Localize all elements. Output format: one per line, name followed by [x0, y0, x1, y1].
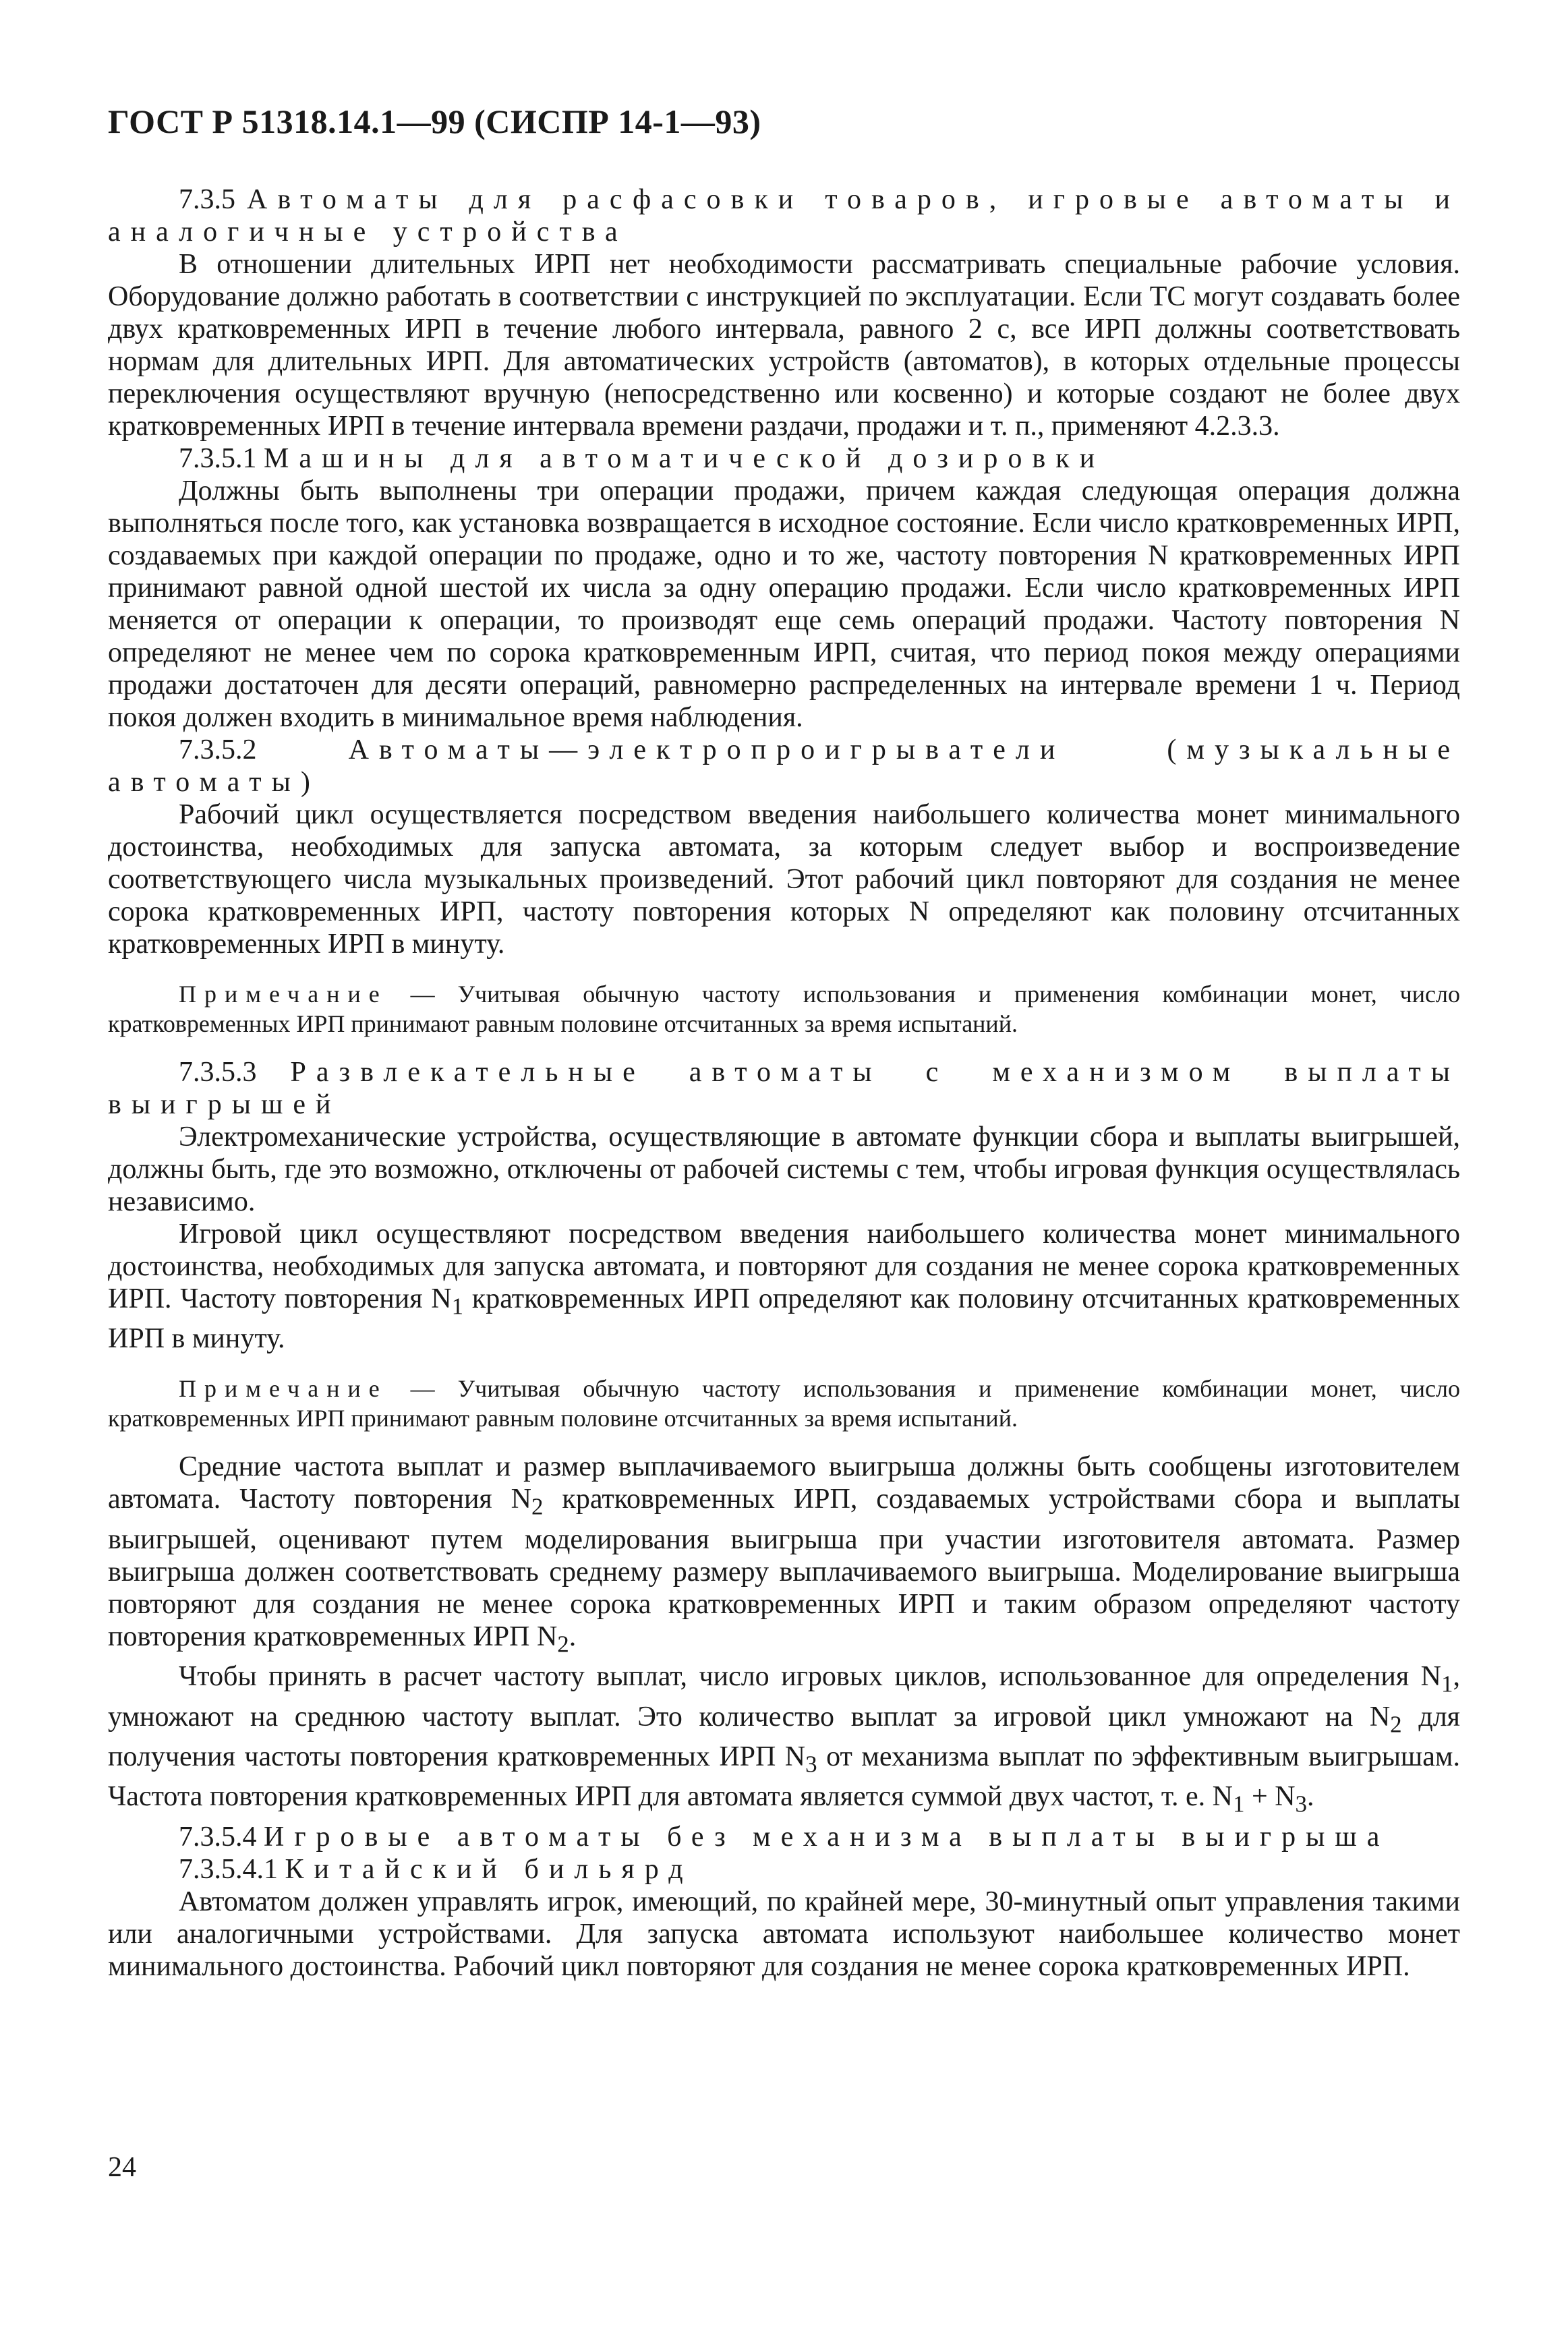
- note: [108, 1374, 1460, 1433]
- subscript: 3: [805, 1751, 817, 1778]
- text-run: Средние частота выплат и размер выплачиваемого выигрыша должны быть сообщены изготовителем автомата. Частоту повторения N: [108, 1451, 1460, 1515]
- paragraph: [108, 1660, 1460, 1821]
- text-run: от механизма выплат по эффективным выигрышам. Частота повторения кратковременных ИРП для автомата является суммой двух частот, т. е. N: [108, 1741, 1460, 1813]
- text-run: + N: [1244, 1781, 1296, 1813]
- section-number: 7.3.5.4: [179, 1821, 257, 1853]
- section-heading-7-3-5: [108, 183, 1460, 248]
- text-run: кратковременных ИРП определяют как половину отсчитанных кратковременных ИРП в минуту.: [108, 1283, 1460, 1355]
- section-title: Автоматы для расфасовки товаров, игровые автоматы и аналогичные устройства: [108, 184, 1460, 247]
- section-heading-7-3-5-4: [108, 1821, 1460, 1853]
- paragraph: [108, 1451, 1460, 1660]
- section-title: Китайский бильярд: [285, 1853, 693, 1885]
- section-title: Развлекательные автоматы с механизмом выплаты выигрышей: [108, 1057, 1461, 1120]
- section-number: 7.3.5.4.1: [179, 1853, 278, 1885]
- section-number: 7.3.5.2: [179, 734, 257, 765]
- section-heading-7-3-5-3: [108, 1056, 1460, 1121]
- section-heading-7-3-5-2: [108, 734, 1460, 798]
- text-run: , умножают на среднюю частоту выплат. Это количество выплат за игровой цикл умножают на N: [108, 1661, 1460, 1732]
- subscript: 2: [531, 1493, 544, 1520]
- text-run: Чтобы принять в расчет частоту выплат, число игровых циклов, использованное для определения N: [179, 1661, 1441, 1693]
- subscript: 2: [1390, 1710, 1402, 1737]
- note-text: — Учитывая обычную частоту использования и применение комбинации монет, число кратковременных ИРП принимают равным половине отсчитанных за время испытаний.: [108, 1375, 1460, 1432]
- section-heading-7-3-5-1: [108, 442, 1460, 475]
- section-number: 7.3.5.1: [179, 443, 257, 474]
- text-run: .: [1307, 1781, 1314, 1813]
- section-title: Машины для автоматической дозировки: [264, 443, 1105, 474]
- document-body: [108, 183, 1460, 1983]
- note: [108, 979, 1460, 1039]
- note-text: — Учитывая обычную частоту использования и применения комбинации монет, число кратковременных ИРП принимают равным половине отсчитанных за время испытаний.: [108, 981, 1460, 1037]
- subscript: 1: [1233, 1790, 1245, 1817]
- text-run: .: [569, 1621, 577, 1652]
- text-run: кратковременных ИРП, создаваемых устройствами сбора и выплаты выигрышей, оценивают путем моделирования выигрыша при участии изготовителя автомата. Размер выигрыша должен соответствовать среднему размеру выплачиваемого выигрыша. Моделирование выигрыша повторяют для создания не менее сорока кратковременных ИРП и таким образом определяют частоту повторения кратковременных ИРП N: [108, 1484, 1460, 1652]
- paragraph: Рабочий цикл осуществляется посредством введения наибольшего количества монет минимального достоинства, необходимых для запуска автомата, за которым следует выбор и воспроизведение соответствующего числа музыкальных произведений. Этот рабочий цикл повторяют для создания не менее сорока кратковременных ИРП, частоту повторения которых N определяют как половину отсчитанных кратковременных ИРП в минуту.: [108, 799, 1460, 960]
- section-number: 7.3.5: [179, 184, 235, 215]
- paragraph: [108, 1218, 1460, 1355]
- paragraph: Электромеханические устройства, осуществляющие в автомате функции сбора и выплаты выигрышей, должны быть, где это возможно, отключены от рабочей системы с тем, чтобы игровая функция осуществлялась независимо.: [108, 1122, 1460, 1217]
- subscript: 2: [557, 1631, 569, 1658]
- paragraph: Должны быть выполнены три операции продажи, причем каждая следующая операция должна выполняться после того, как установка возвращается в исходное состояние. Если число кратковременных ИРП, создаваемых при каждой операции по продаже, одно и то же, частоту повторения N кратковременных ИРП принимают равной одной шестой их числа за одну операцию продажи. Если число кратковременных ИРП меняется от операции к операции, то производят еще семь операций продажи. Частоту повторения N определяют не менее чем по сорока кратковременным ИРП, считая, что период покоя между операциями продажи достаточен для десяти операций, равномерно распределенных на интервале времени 1 ч. Период покоя должен входить в минимальное время наблюдения.: [108, 475, 1460, 733]
- section-title: Автоматы—электропроигрыватели (музыкальные автоматы): [108, 734, 1461, 798]
- note-label: Примечание: [179, 1375, 388, 1403]
- text-run: для получения частоты повторения кратковременных ИРП N: [108, 1701, 1460, 1772]
- text-run: Игровой цикл осуществляют посредством введения наибольшего количества монет минимального достоинства, необходимых для запуска автомата, и повторяют для создания не менее сорока кратковременных ИРП. Частоту повторения N: [108, 1219, 1460, 1314]
- paragraph: В отношении длительных ИРП нет необходимости рассматривать специальные рабочие условия. Оборудование должно работать в соответствии с инструкцией по эксплуатации. Если ТС могут создавать более двух кратковременных ИРП в течение любого интервала, равного 2 с, все ИРП должны соответствовать нормам для длительных ИРП. Для автоматических устройств (автоматов), в которых отдельные процессы переключения осуществляют вручную (непосредственно или косвенно) и которые создают не более двух кратковременных ИРП в течение интервала времени раздачи, продажи и т. п., применяют 4.2.3.3.: [108, 249, 1460, 442]
- section-title: Игровые автоматы без механизма выплаты выигрыша: [264, 1821, 1390, 1853]
- subscript: 1: [451, 1293, 464, 1320]
- section-number: 7.3.5.3: [179, 1057, 257, 1088]
- section-heading-7-3-5-4-1: [108, 1853, 1460, 1886]
- page-number: 24: [108, 2152, 136, 2183]
- note-label: Примечание: [179, 981, 388, 1008]
- subscript: 3: [1295, 1790, 1308, 1817]
- document-header: ГОСТ Р 51318.14.1—99 (СИСПР 14-1—93): [108, 103, 761, 140]
- subscript: 1: [1441, 1670, 1453, 1697]
- paragraph: Автоматом должен управлять игрок, имеющий, по крайней мере, 30-минутный опыт управления такими или аналогичными устройствами. Для запуска автомата используют наибольшее количество монет минимального достоинства. Рабочий цикл повторяют для создания не менее сорока кратковременных ИРП.: [108, 1886, 1460, 1982]
